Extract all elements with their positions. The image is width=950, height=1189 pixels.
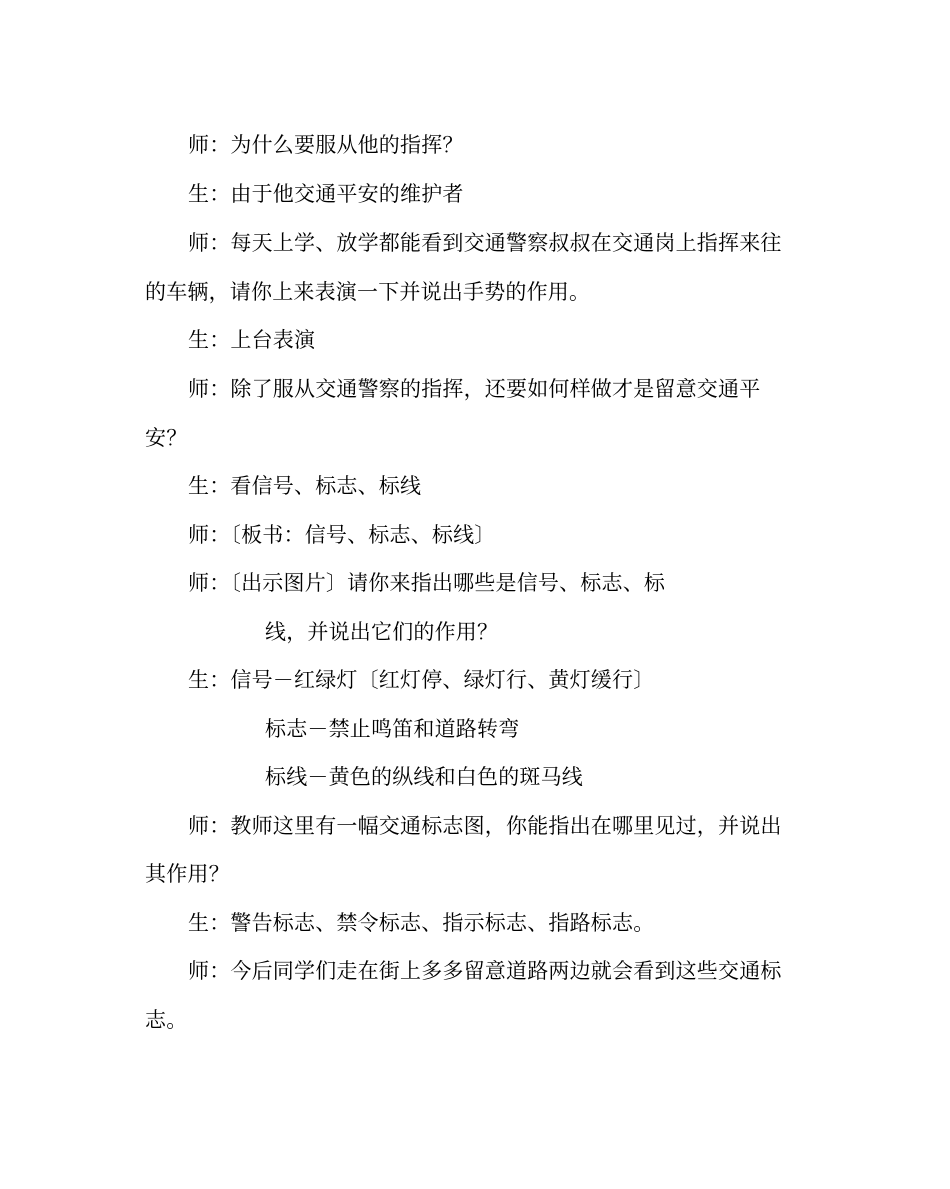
dialogue-line: 师：教师这里有一幅交通标志图，你能指出在哪里见过，并说出 [188,814,782,838]
dialogue-line: 师：今后同学们走在街上多多留意道路两边就会看到这些交通标 [188,959,782,983]
dialogue-line-continuation: 线，并说出它们的作用？ [265,620,499,644]
dialogue-line: 师：为什么要服从他的指挥？ [188,133,464,157]
dialogue-line: 师：〔板书：信号、标志、标线〕 [188,523,496,547]
dialogue-line: 生：警告标志、禁令标志、指示标志、指路标志。 [188,911,655,935]
dialogue-line-continuation: 其作用？ [145,862,230,886]
dialogue-line: 生：由于他交通平安的维护者 [188,182,464,206]
dialogue-line: 生：看信号、标志、标线 [188,474,422,498]
dialogue-line-continuation: 志。 [145,1008,188,1032]
dialogue-line: 师：每天上学、放学都能看到交通警察叔叔在交通岗上指挥来往 [188,231,782,255]
dialogue-line: 师：〔出示图片〕请你来指出哪些是信号、标志、标 [188,571,666,595]
dialogue-line: 师：除了服从交通警察的指挥，还要如何样做才是留意交通平 [188,377,761,401]
dialogue-line-continuation: 的车辆，请你上来表演一下并说出手势的作用。 [145,280,591,304]
dialogue-line-continuation: 标线－黄色的纵线和白色的斑马线 [265,765,583,789]
dialogue-line-continuation: 安？ [145,426,188,450]
dialogue-line-continuation: 标志－禁止鸣笛和道路转弯 [265,717,520,741]
dialogue-line: 生：上台表演 [188,328,316,352]
dialogue-line: 生：信号－红绿灯〔红灯停、绿灯行、黄灯缓行〕 [188,668,655,692]
